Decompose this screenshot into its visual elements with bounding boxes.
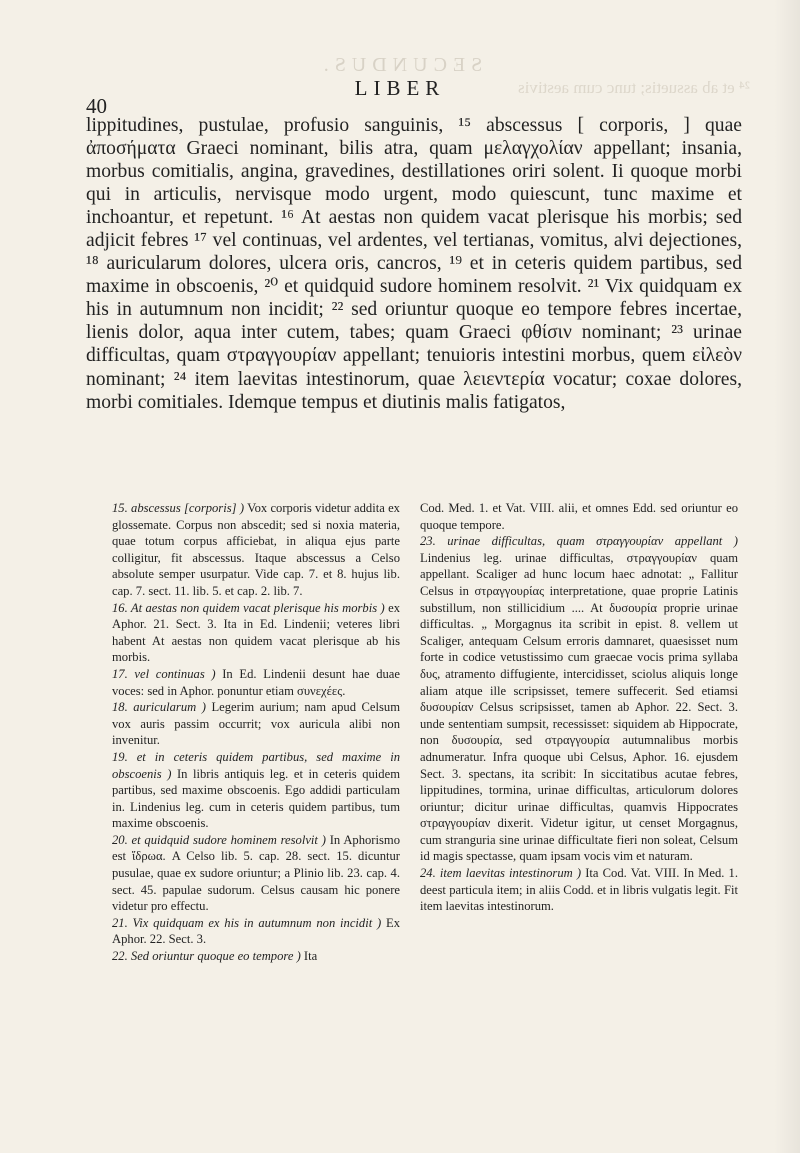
bleed-through-line: ²⁴ et ab assuetis; tunc cum aestivis	[518, 78, 750, 97]
footnote-lemma: 24. item laevitas intestinorum )	[420, 866, 582, 881]
footnote-lemma: 15. abscessus [corporis] )	[112, 501, 245, 515]
running-header: LIBER	[354, 76, 446, 100]
footnote	[112, 948, 400, 965]
footnote-text: Vox corporis videtur addita ex glossemate. Corpus non abscedit; sed si noxia materia, quae totum corpus afficiebat, in aliqua ejus parte colligitur, fit abscessus. Itaque abscessus a Celso absolute semper usurpatur. Vide cap. 7. et 8. hujus lib. cap. 7. sect. 11. lib. 5. et cap. 2. lib. 7.	[112, 501, 400, 598]
page-edge-shadow	[774, 0, 800, 1153]
footnote-lemma: 18. auricularum )	[112, 700, 206, 715]
bleed-through-header: SECUNDUS.	[317, 54, 483, 76]
footnote-text: Ita Cod. Vat. VIII. In Med. 1. deest particula item; in aliis Codd. et in libris vulgatis legit. Fit item laevitas intestinorum.	[420, 866, 738, 914]
footnote-lemma: 16. At aestas non quidem vacat plerisque his morbis )	[112, 600, 385, 615]
footnote-text: Legerim aurium; nam apud Celsum vox auris passim occurrit; vox auricula alibi non invenitur.	[112, 700, 401, 748]
footnote-text: Ita	[300, 949, 318, 964]
footnote-lemma: 23. urinae difficultas, quam στραγγουρίαν appellant )	[420, 534, 738, 549]
footnote	[112, 749, 400, 832]
footnote-text: ex Aphor. 21. Sect. 3. Ita in Ed. Lindenii; veteres libri habent At aestas non quidem vacat plerisque ab his morbis.	[112, 600, 400, 665]
footnote-text: Ex Aphor. 22. Sect. 3.	[112, 915, 400, 947]
footnote	[112, 915, 400, 948]
footnote	[112, 500, 400, 600]
footnote	[112, 600, 400, 666]
footnote-lemma: 19. et in ceteris quidem partibus, sed maxime in obscoenis )	[112, 749, 400, 781]
notes-left-column	[112, 500, 400, 965]
footnote-text: In Ed. Lindenii desunt hae duae voces: sed in Aphor. ponuntur etiam συνεχέες.	[112, 666, 400, 698]
notes-right-column	[420, 500, 738, 915]
page-number: 40	[86, 94, 107, 118]
footnote-text: In libris antiquis leg. et in ceteris quidem partibus, sed maxime obscoenis. Ego addidi particulam in. Lindenius leg. cum in ceteris quidem partibus, tum maxime obscoenis.	[112, 766, 400, 831]
footnote	[420, 533, 738, 865]
footnote	[112, 832, 400, 915]
footnote	[112, 666, 400, 699]
main-text	[86, 114, 742, 414]
footnote	[112, 699, 400, 749]
main-paragraph: lippitudines, pustulae, profusio sanguinis, ¹⁵ abscessus [ corporis, ] quae ἀποσήματα Graeci nominant, bilis atra, quam μελαγχολίαν appellant; insania, morbus comitialis, angina, gravedines, destillationes oriri solent. Ii quoque morbi qui in articulis, nervisque modo urgent, modo quiescunt, tunc maxime et inchoantur, et repetunt. ¹⁶ At aestas non quidem vacat plerisque his morbis; sed adjicit febres ¹⁷ vel continuas, vel ardentes, vel tertianas, vomitus, alvi dejectiones, ¹⁸ auricularum dolores, ulcera oris, cancros, ¹⁹ et in ceteris quidem partibus, sed maxime in obscoenis, ²⁰ et quidquid sudore hominem resolvit. ²¹ Vix quidquam ex his in autumnum non incidit; ²² sed oriuntur quoque eo tempore febres incertae, lienis dolor, aqua inter cutem, tabes; quam Graeci φθίσιν nominant; ²³ urinae difficultas, quam στραγγουρίαν appellant; tenuioris intestini morbus, quem εἰλεὸν nominant; ²⁴ item laevitas intestinorum, quae λειεντερία vocatur; coxae dolores, morbi comitiales. Idemque tempus et diutinis malis fatigatos,	[86, 115, 742, 413]
footnote-lemma: 20. et quidquid sudore hominem resolvit )	[112, 832, 326, 847]
footnote	[420, 500, 738, 533]
footnote-lemma: 21. Vix quidquam ex his in autumnum non incidit )	[112, 915, 382, 930]
footnote-lemma: 17. vel continuas )	[112, 666, 216, 681]
footnote	[420, 865, 738, 915]
footnote-text: In Aphorismo est ἵδρωα. A Celso lib. 5. cap. 28. sect. 15. dicuntur pusulae, quae ex sudore oriuntur; a Plinio lib. 23. cap. 4. sect. 45. papulae sudorum. Celsus causam hic ponere videtur pro effectu.	[112, 832, 400, 914]
footnote-text: Cod. Med. 1. et Vat. VIII. alii, et omnes Edd. sed oriuntur eo quoque tempore.	[420, 501, 738, 532]
footnote-lemma: 22. Sed oriuntur quoque eo tempore )	[112, 949, 301, 964]
footnote-text: Lindenius leg. urinae difficultas, στραγγουρίαν quam appellant. Scaliger ad hunc locum haec adnotat: „ Fallitur Celsus in στραγγουρίας interpretatione, quae proprie Latinis substillum, non stillicidium .... At δυσουρία proprie urinae difficultas. „ Morgagnus ita scribit in epist. 8. vellem ut Scaliger, antequam Celsum erroris damnaret, quaesisset num forte in codice vetustissimo cum graecae vocis prima syllaba δυς, atramento diffugiente, intercidisset, sciolus aliquis longe aliam atque ille scripsisset, temere suffecerit. Sed etiamsi δυσουρίαν Celsus scripsisset, tamen ab Aphor. 22. Sect. 3. unde sententiam sumpsit, recessisset: siquidem ab Hippocrate, non δυσουρία, sed στραγγουρία autumnalibus morbis adnumeratur. Infra quoque ubi Celsus, Aphor. 16. ejusdem Sect. 3. spectans, ita scribit: In siccitatibus acutae febres, lippitudines, tormina, urinae difficultas, articulorum dolores oriuntur; dicitur urinae difficultas, quamvis Hippocrates στραγγουρίαν dixerit. Videtur igitur, ut censet Morgagnus, cum stranguria sine urinae difficultate fieri non soleat, Celsum id magis spectasse, quam ipsam vocis vim et naturam.	[420, 550, 738, 864]
